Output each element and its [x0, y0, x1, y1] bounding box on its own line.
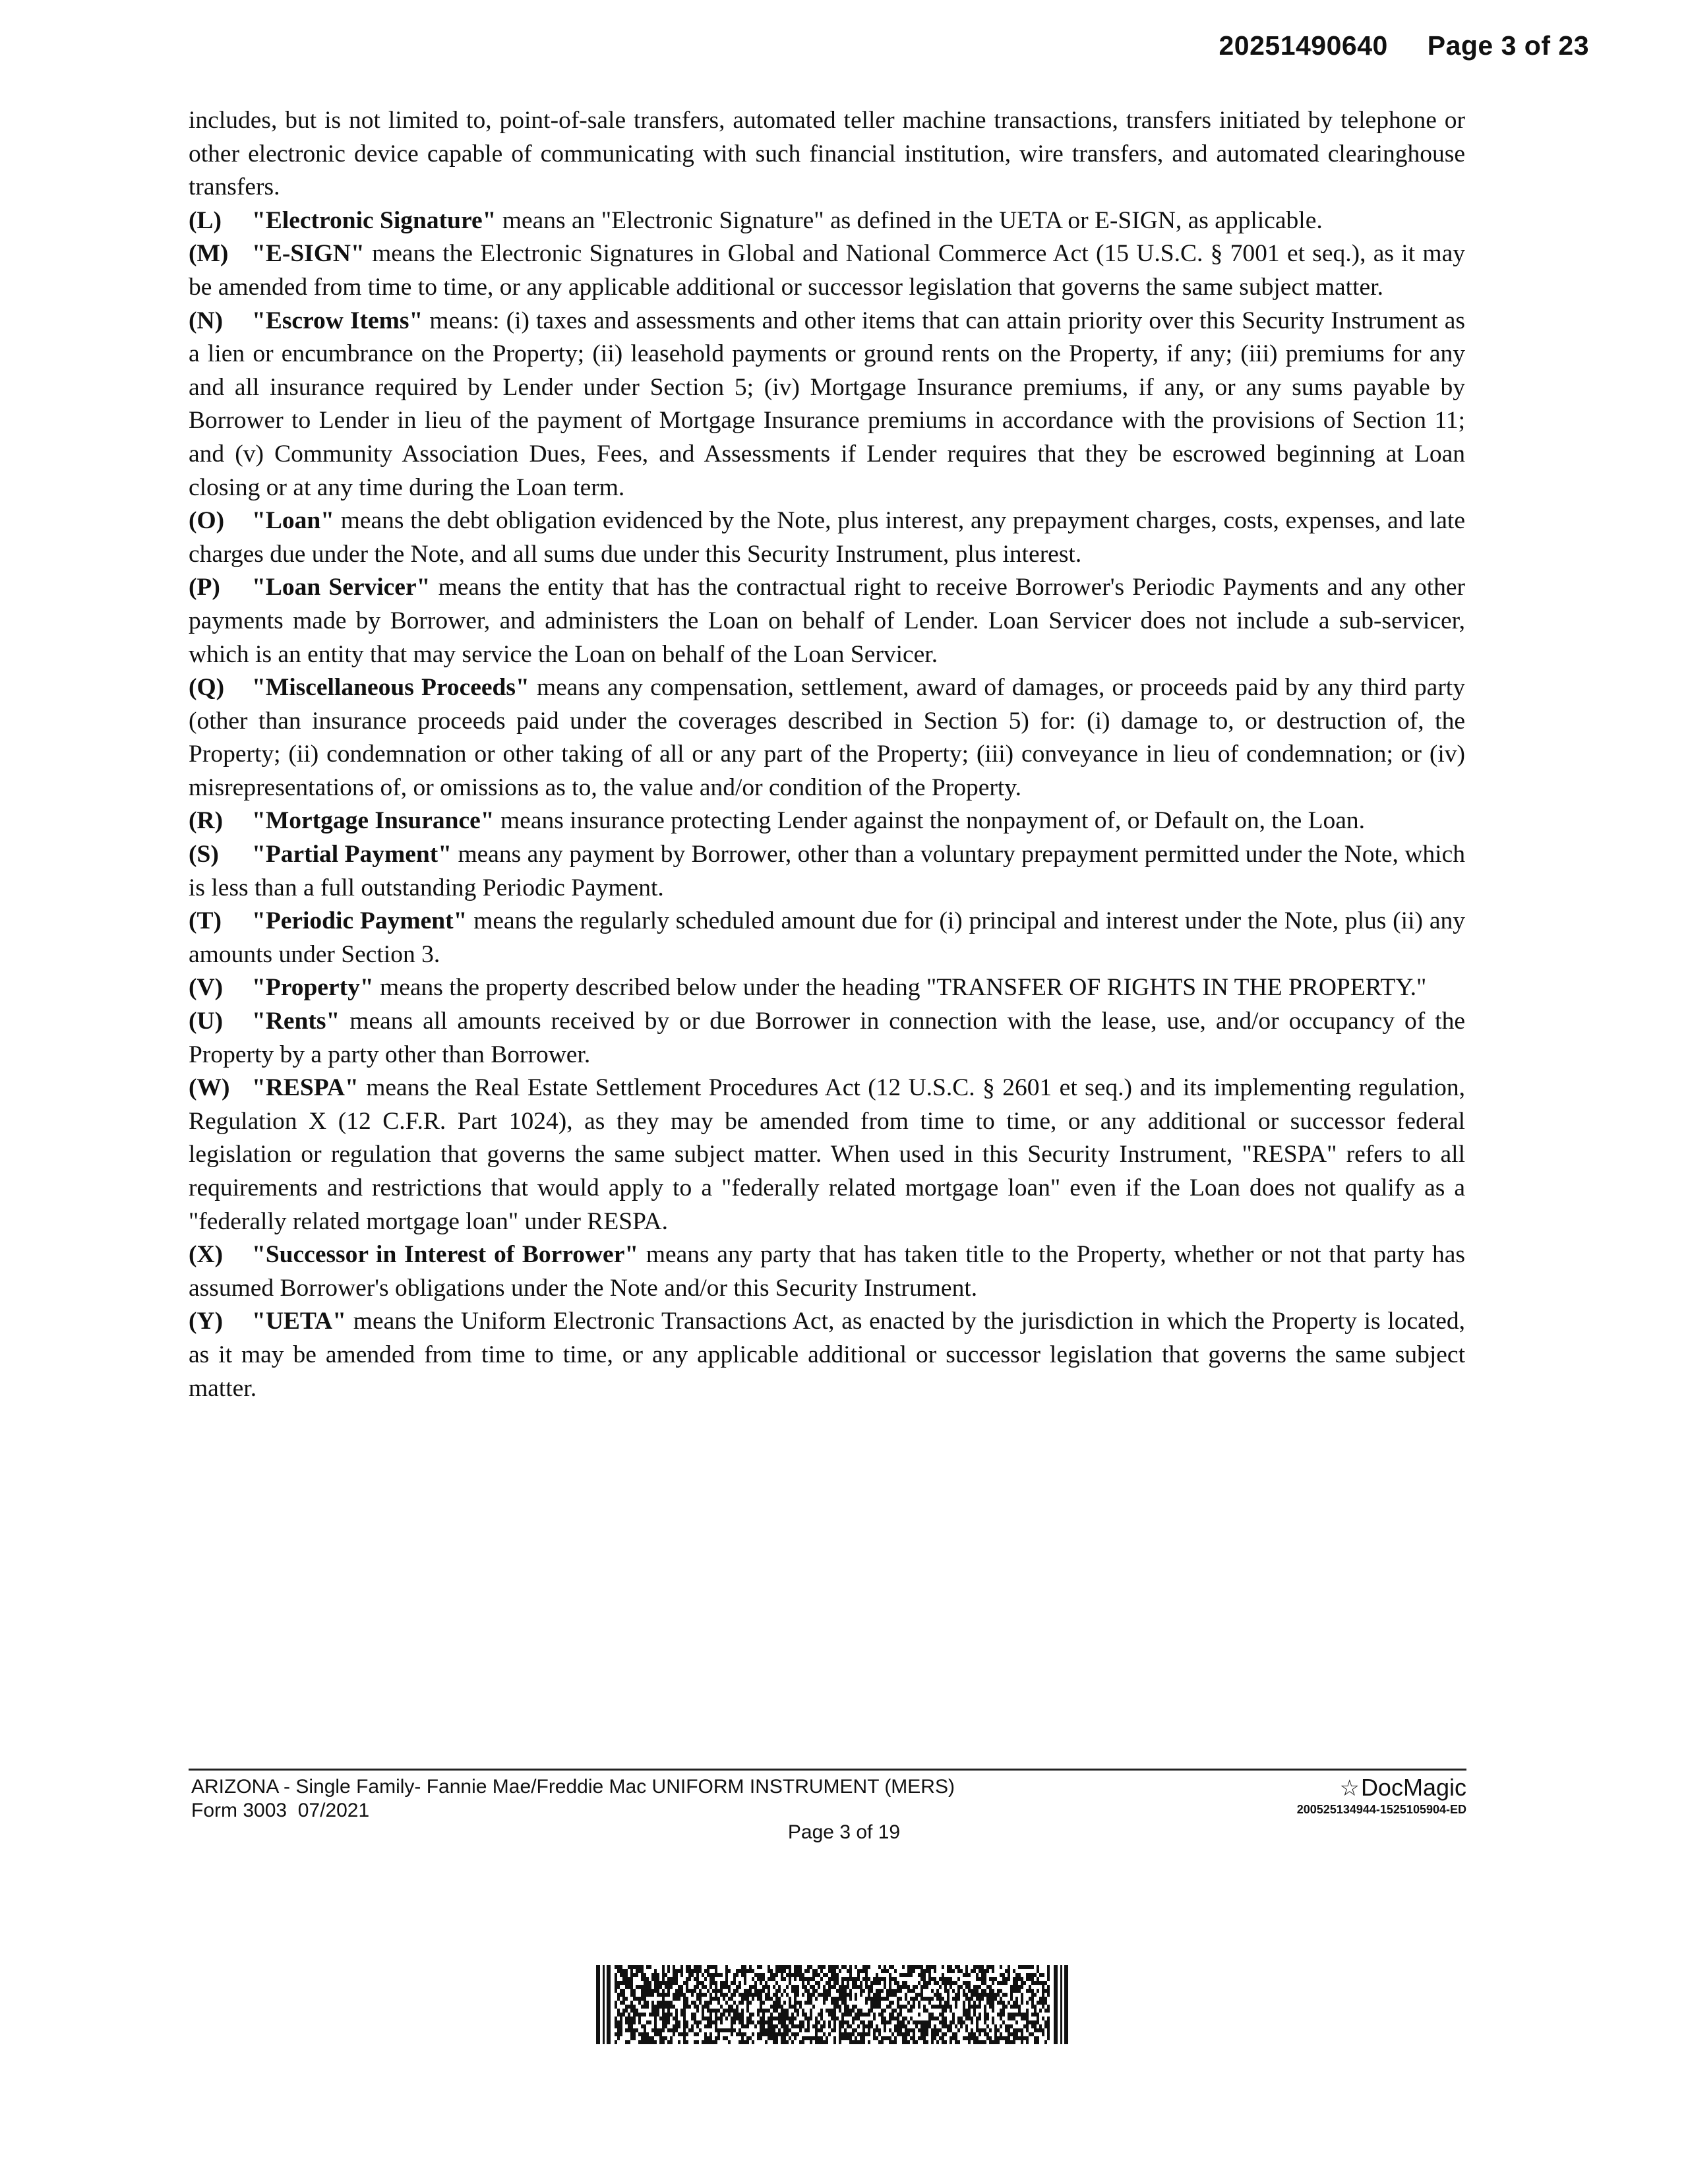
definition-term: "Rents" — [252, 1008, 340, 1035]
definition-label: (N) — [189, 307, 224, 334]
definition-term: "UETA" — [252, 1308, 347, 1335]
definition-text: means: (i) taxes and assessments and other items that can attain priority over this Security Instrument as a lien or encumbrance on the Property; (ii) leasehold payments or ground rents on the Property, if any; (iii) premiums for any and all insurance required by Lender under Section 5; (iv) Mortgage Insurance premiums, if any, or any sums payable by Borrower to Lender in lieu of the payment of Mortgage Insurance premiums in accordance with the provisions of Section 11; and (v) Community Association Dues, Fees, and Assessments if Lender requires that they be escrowed beginning at Loan closing or at any time during the Loan term. — [189, 307, 1472, 501]
brand-name: DocMagic — [1360, 1774, 1466, 1801]
definition-paragraph — [189, 571, 1472, 671]
definition-label: (L) — [189, 206, 222, 234]
definition-text: means insurance protecting Lender against the nonpayment of, or Default on, the Loan. — [494, 807, 1366, 835]
definition-paragraph — [189, 905, 1472, 971]
vendor-document-code: 200525134944-1525105904-ED — [1296, 1803, 1466, 1816]
definition-term: "Property" — [252, 974, 374, 1002]
definition-term: "Electronic Signature" — [252, 206, 497, 234]
definition-label: (O) — [189, 507, 225, 535]
definition-term: "Successor in Interest of Borrower" — [252, 1241, 639, 1269]
definition-label: (V) — [189, 974, 224, 1002]
definition-term: "RESPA" — [252, 1074, 359, 1102]
definition-label: (M) — [189, 240, 229, 268]
definition-label: (W) — [189, 1074, 230, 1102]
definition-term: "Loan" — [252, 507, 335, 535]
form-title: ARIZONA - Single Family- Fannie Mae/Freddie Mac UNIFORM INSTRUMENT (MERS) — [191, 1776, 955, 1798]
definition-text: means the debt obligation evidenced by the Note, plus interest, any prepayment charges, costs, expenses, and late charges due under the Note, and all sums due under this Security Instrument, plus interest. — [189, 507, 1472, 568]
definition-paragraph — [189, 104, 1472, 204]
recording-page-label: Page 3 of 23 — [1427, 30, 1589, 61]
definition-paragraph — [189, 504, 1472, 571]
definition-label: (U) — [189, 1008, 224, 1035]
barcode-image — [596, 1965, 1068, 2044]
definition-text: includes, but is not limited to, point-of-sale transfers, automated teller machine transactions, transfers initiated by telephone or other electronic device capable of communicating with such financial institution, wire transfers, and automated clearinghouse transfers. — [189, 107, 1472, 201]
definition-text: means the entity that has the contractual right to receive Borrower's Periodic Payments and any other payments made by Borrower, and administers the Loan on behalf of Lender. Loan Servicer does not include a sub-servicer, which is an entity that may service the Loan on behalf of the Loan Servicer. — [189, 574, 1472, 668]
definition-paragraph — [189, 804, 1465, 838]
star-icon: ☆ — [1339, 1776, 1360, 1801]
form-number: Form 3003 07/2021 — [191, 1800, 370, 1821]
definition-term: "Escrow Items" — [252, 307, 423, 334]
definition-paragraph — [189, 204, 1465, 238]
docmagic-logo — [1297, 1774, 1466, 1802]
definition-text: means the Electronic Signatures in Global and National Commerce Act (15 U.S.C. § 7001 et seq.), as it may be amended from time to time, or any applicable additional or successor legislation that governs the same subject matter. — [189, 240, 1472, 301]
recording-header — [1219, 30, 1589, 61]
definition-paragraph — [189, 1238, 1472, 1305]
definition-label: (X) — [189, 1241, 224, 1269]
definition-paragraph — [189, 1072, 1472, 1238]
document-number: 20251490640 — [1219, 30, 1388, 61]
definition-text: means any payment by Borrower, other than a voluntary prepayment permitted under the Note, which is less than a full outstanding Periodic Payment. — [189, 841, 1472, 901]
definition-term: "Miscellaneous Proceeds" — [252, 674, 529, 702]
definition-text: means any compensation, settlement, award of damages, or proceeds paid by any third party (other than insurance proceeds paid under the coverages described in Section 5) for: (i) damage to, or destruction of, the Property; (ii) condemnation or other taking of all or any part of the Property; (iii) conveyance in lieu of condemnation; or (iv) misrepresentations of, or omissions as to, the value and/or condition of the Property. — [189, 674, 1472, 801]
definition-term: "E-SIGN" — [252, 240, 365, 268]
definition-paragraph — [189, 671, 1472, 804]
definition-label: (Q) — [189, 674, 225, 702]
definition-text: means the property described below under the heading "TRANSFER OF RIGHTS IN THE PROPERTY." — [373, 974, 1427, 1002]
definition-label: (T) — [189, 907, 222, 935]
definition-term: "Loan Servicer" — [252, 574, 431, 601]
definition-text: means an "Electronic Signature" as defined in the UETA or E-SIGN, as applicable. — [496, 206, 1323, 234]
definitions-body — [189, 104, 1472, 1405]
definition-text: means all amounts received by or due Borrower in connection with the lease, use, and/or occupancy of the Property by a party other than Borrower. — [189, 1008, 1472, 1068]
definition-label: (Y) — [189, 1308, 224, 1335]
definition-paragraph — [189, 237, 1472, 304]
definition-text: means the regularly scheduled amount due for (i) principal and interest under the Note, plus (ii) any amounts under Section 3. — [189, 907, 1472, 968]
definition-label: (P) — [189, 574, 220, 601]
form-identification — [191, 1775, 955, 1823]
definition-term: "Mortgage Insurance" — [252, 807, 495, 835]
definition-text: means any party that has taken title to the Property, whether or not that party has assumed Borrower's obligations under the Note and/or this Security Instrument. — [189, 1241, 1472, 1302]
definition-paragraph — [189, 838, 1472, 905]
footer-divider — [189, 1769, 1466, 1771]
definition-text: means the Uniform Electronic Transactions Act, as enacted by the jurisdiction in which the Property is located, as it may be amended from time to time, or any applicable additional or successor legislation that governs the same subject matter. — [189, 1308, 1472, 1402]
definition-paragraph — [189, 971, 1465, 1005]
form-page-number: Page 3 of 19 — [787, 1821, 901, 1843]
definition-term: "Periodic Payment" — [252, 907, 467, 935]
definition-paragraph — [189, 1305, 1472, 1405]
definition-paragraph — [189, 305, 1472, 505]
definition-label: (S) — [189, 841, 219, 868]
definition-label: (R) — [189, 807, 224, 835]
vendor-block — [1297, 1774, 1466, 1817]
definition-term: "Partial Payment" — [252, 841, 452, 868]
definition-paragraph — [189, 1005, 1472, 1072]
definition-text: means the Real Estate Settlement Procedures Act (12 U.S.C. § 2601 et seq.) and its implementing regulation, Regulation X (12 C.F.R. Part 1024), as they may be amended from time to time, or any additional or successor federal legislation or regulation that governs the same subject matter. When used in this Security Instrument, "RESPA" refers to all requirements and restrictions that would apply to a "federally related mortgage loan" even if the Loan does not qualify as a "federally related mortgage loan" under RESPA. — [189, 1074, 1472, 1235]
